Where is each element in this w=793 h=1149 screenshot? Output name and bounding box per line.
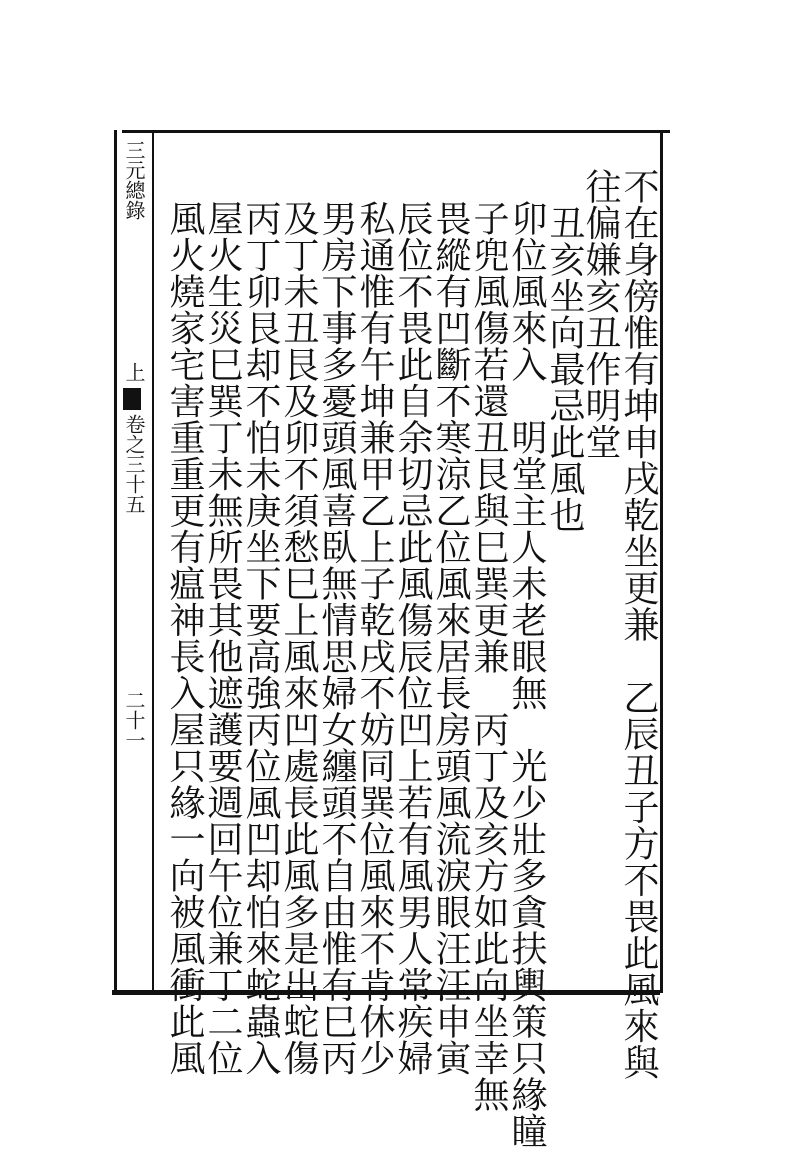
text-column: 往偏嫌亥丑作明堂 (580, 168, 621, 460)
right-border-line (660, 130, 663, 993)
top-border-line (122, 130, 670, 133)
text-column: 風火燒家宅害重重更有瘟神長入屋只緣一向被風衝此風 (164, 200, 205, 1076)
text-column: 屋火生災巳巽丁未無所畏其他遮護要週回午位兼丁二位 (202, 200, 243, 1076)
text-column: 男房下事多憂頭風喜臥無情思婦女纏頭不自由惟有巳丙 (316, 200, 357, 1076)
text-column: 不在身傍惟有坤申戌乾坐更兼 乙辰丑子方不畏此風來與 (618, 168, 659, 1081)
text-column: 丑亥坐向最忌此風也 (544, 168, 585, 533)
text-column: 丙丁卯艮却不怕未庚坐下要高強丙位風凹却怕來蛇蟲入 (240, 200, 281, 1076)
margin-page-number: 二十一 (122, 690, 146, 750)
text-column: 卯位風來入 明堂主人未老眼無 光少壯多貪扶輿策只緣瞳 (506, 200, 547, 1149)
fish-tail-mark (123, 388, 141, 410)
margin-volume: 卷之三十五 (122, 414, 146, 514)
text-column: 辰位不畏此自余切忌此風傷辰位凹上若有風男人常疾婦 (392, 200, 433, 1076)
margin-section: 上 (122, 362, 146, 382)
fold-column-line (152, 130, 154, 993)
text-column: 子兜風傷若還丑艮與巳巽更兼 丙丁及亥方如此向坐幸無 (468, 200, 509, 1113)
margin-book-title: 三元總錄 (122, 140, 146, 220)
text-column: 及丁未丑艮及卯不須愁巳上風來凹處長此風多是出蛇傷 (278, 200, 319, 1076)
text-column: 畏縱有凹斷不寒涼乙位風來居長房頭風流淚眼汪汪申寅 (430, 200, 471, 1076)
text-column: 私通惟有午坤兼甲乙上子乾戌不妨同巽位風來不肯休少 (354, 200, 395, 1076)
left-border-line (114, 130, 117, 993)
